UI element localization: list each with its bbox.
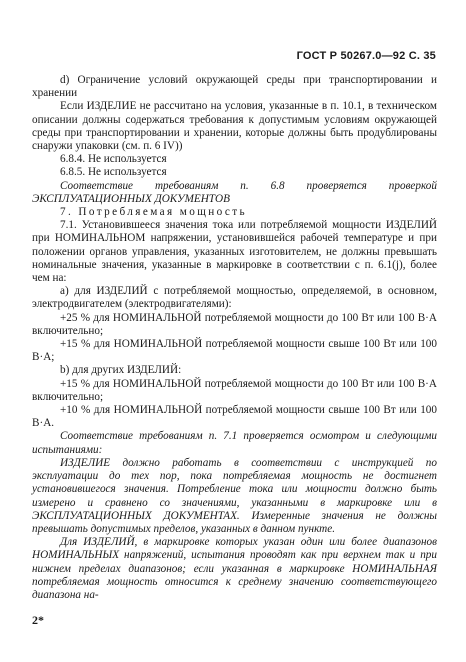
paragraph-compliance-6-8: Соответствие требованиям п. 6.8 проверяется проверкой ЭКСПЛУАТАЦИОННЫХ ДОКУМЕНТОВ	[32, 179, 437, 205]
section-heading-7: 7. Потребляемая мощность	[60, 206, 248, 219]
paragraph-list-item-d: d) Ограничение условий окружающей среды при транспортировании и хранении	[32, 74, 437, 100]
paragraph-7-1: 7.1. Установившееся значения тока или потребляемой мощности ИЗДЕЛИЙ при НОМИНАЛЬНОМ напряжении, установившейся рабочей температуре и при положении органов управления, указанных изготовителем, не должны превышать номинальные значения, указанные в маркировке в соответствии с п. 6.1(j), более чем на:	[32, 219, 437, 285]
paragraph-6-8-4: 6.8.4. Не используется	[60, 153, 167, 166]
paragraph-item-b: b) для других ИЗДЕЛИЙ:	[60, 364, 182, 377]
paragraph-item-a-25: +25 % для НОМИНАЛЬНОЙ потребляемой мощности до 100 Вт или 100 В·А включительно;	[32, 311, 437, 337]
document-body	[32, 74, 437, 602]
paragraph-conditions: Если ИЗДЕЛИЕ не рассчитано на условия, указанные в п. 10.1, в техническом описании должны содержаться требования к допустимым условиям окружающей среды при транспортировании и хранении, которые должны быть продублированы снаружи упаковки (см. п. 6 IV))	[32, 100, 437, 153]
page-header: ГОСТ Р 50267.0—92 С. 35	[296, 50, 436, 62]
paragraph-item-b-10: +10 % для НОМИНАЛЬНОЙ потребляемой мощности свыше 100 Вт или 100 В·А.	[32, 404, 437, 430]
paragraph-6-8-5: 6.8.5. Не используется	[60, 166, 167, 179]
paragraph-compliance-7-1: Соответствие требованиям п. 7.1 проверяется осмотром и следующими испытаниями:	[32, 430, 437, 456]
paragraph-item-a: а) для ИЗДЕЛИЙ с потребляемой мощностью, определяемой, в основном, электродвигателем (электродвигателями):	[32, 285, 437, 311]
paragraph-item-b-15: +15 % для НОМИНАЛЬНОЙ потребляемой мощности до 100 Вт или 100 В·А включительно;	[32, 377, 437, 403]
paragraph-voltage-ranges: Для ИЗДЕЛИЙ, в маркировке которых указан один или более диапазонов НОМИНАЛЬНЫХ напряжений, испытания проводят как при верхнем так и при нижнем пределах диапазонов; если указанная в маркировке НОМИНАЛЬНАЯ потребляемая мощность относится к среднему значению соответствующего диапазона на-	[32, 536, 437, 601]
paragraph-test-procedure: ИЗДЕЛИЕ должно работать в соответствии с инструкцией по эксплуатации до тех пор, пока потребляемая мощность не достигнет установившегося значения. Потребление тока или мощности должно быть измерено и сравнено со значениями, указанными в маркировке или в ЭКСПЛУАТАЦИОННЫХ ДОКУМЕНТАХ. Измеренные значения не должны превышать допустимых пределов, указанных в данном пункте.	[32, 456, 437, 535]
paragraph-item-a-15: +15 % для НОМИНАЛЬНОЙ потребляемой мощности свыше 100 Вт или 100 В·А;	[32, 338, 437, 364]
page-signature-mark: 2*	[32, 613, 44, 627]
